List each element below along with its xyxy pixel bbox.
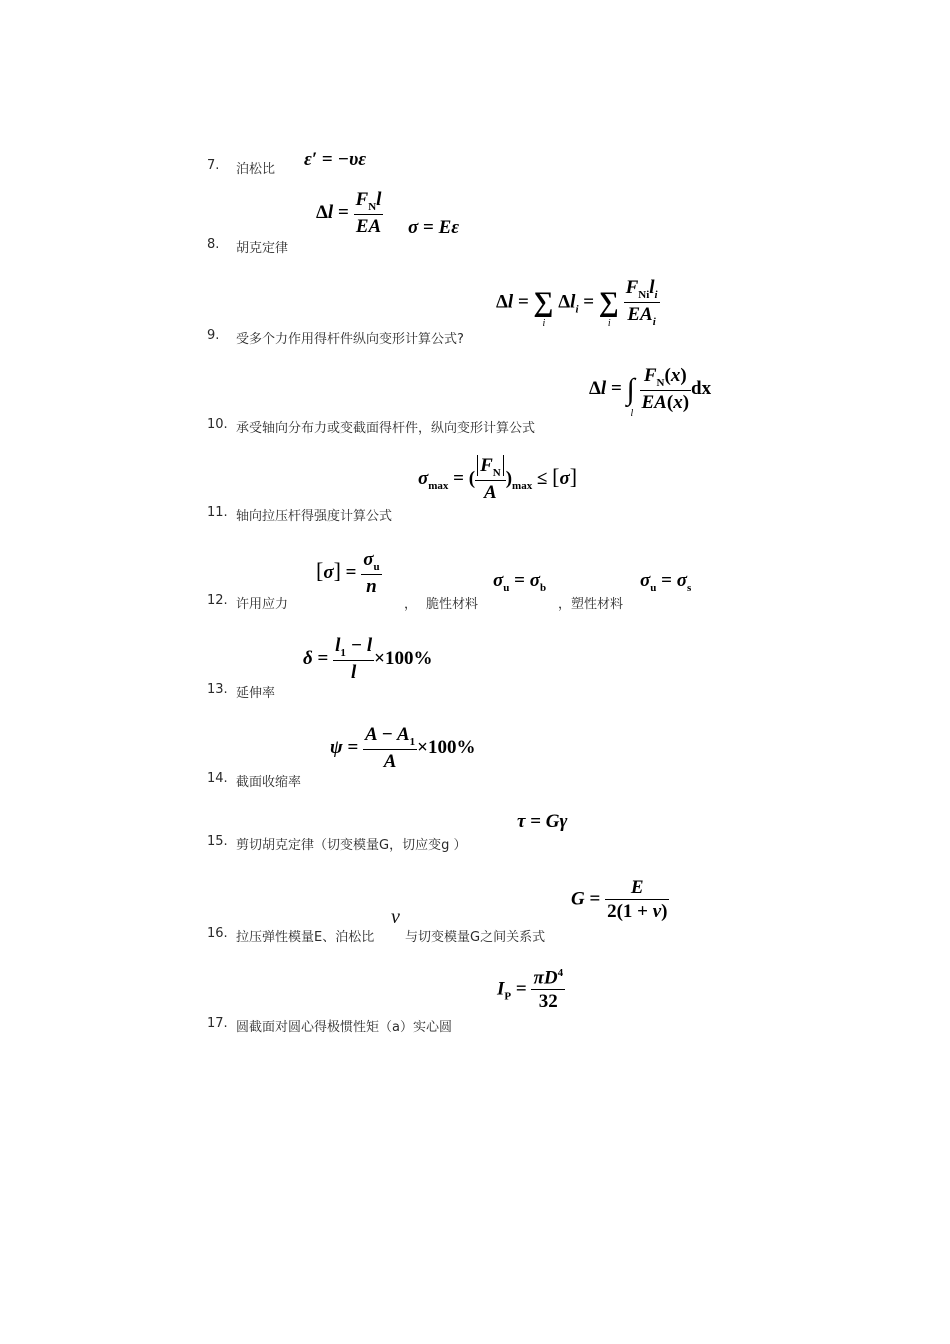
formula-multi-force-deformation: Δl = ∑ i $\Delta l_i$ = ∑ i $\frac{F_{Ni}l_i}{EA_i}$: [496, 277, 658, 330]
formula-hooke-sigma: σ = Eε: [408, 217, 460, 238]
item-12-brittle-label: 脆性材料: [426, 597, 479, 612]
item-9-label: 受多个力作用得杆件纵向变形计算公式?: [236, 332, 464, 347]
item-17-label: 圆截面对圆心得极惯性矩（a）实心圆: [236, 1020, 452, 1035]
item-14-label: 截面收缩率: [236, 775, 302, 790]
formula-polar-moment-solid: $I_P$ = $\frac{\pi D^4}{32}$: [497, 967, 564, 1013]
item-9-number: 9.: [207, 328, 220, 343]
formula-area-reduction: ψ = $\frac{A - A_1}{A}$ ×100%: [330, 724, 476, 773]
formula-strength-condition: $\sigma_{max}$ = ( $\frac{F_N}{A}$ )$_{max} \le [\sigma]$: [418, 455, 578, 504]
item-16-number: 16.: [207, 926, 228, 941]
formula-poisson-ratio: ε′ = −υε: [304, 149, 367, 170]
formula-hooke-delta-l: Δl = $\frac{F_Nl}{EA}$: [316, 189, 382, 238]
formula-brittle-material: $\sigma_u = \sigma_b$: [493, 570, 547, 594]
item-11-label: 轴向拉压杆得强度计算公式: [236, 509, 393, 524]
item-8-label: 胡克定律: [236, 241, 289, 256]
item-13-number: 13.: [207, 682, 228, 697]
item-16-tail: 与切变模量G之间关系式: [405, 930, 546, 945]
item-16-label: 拉压弹性模量E、泊松比: [236, 930, 375, 945]
item-14-number: 14.: [207, 771, 228, 786]
item-7-label: 泊松比: [236, 162, 276, 177]
item-10-number: 10.: [207, 417, 228, 432]
item-15-label: 剪切胡克定律（切变模量G，切应变g ）: [236, 838, 467, 853]
item-11-number: 11.: [207, 505, 228, 520]
formula-distributed-deformation: Δl = ∫ l $\frac{F_N(x)}{EA(x)}$ dx: [589, 365, 712, 419]
formula-allowable-stress: [σ] = $\frac{\sigma_u}{n}$: [316, 549, 380, 598]
formula-ductile-material: $\sigma_u = \sigma_s$: [640, 570, 692, 594]
item-17-number: 17.: [207, 1016, 228, 1031]
formula-modulus-relation: G = $\frac{E}{2(1 + \nu)}$: [571, 877, 668, 922]
item-15-number: 15.: [207, 834, 228, 849]
item-10-label: 承受轴向分布力或变截面得杆件，纵向变形计算公式: [236, 421, 536, 436]
formula-elongation: δ = $\frac{l_1 - l}{l}$ ×100%: [303, 635, 433, 684]
item-7-number: 7.: [207, 158, 220, 173]
item-12-number: 12.: [207, 593, 228, 608]
formula-shear-hooke: τ = Gγ: [517, 811, 568, 832]
item-8-number: 8.: [207, 237, 220, 252]
item-13-label: 延伸率: [236, 686, 276, 701]
item-12-ductile-label: ，塑性材料: [558, 597, 624, 612]
item-12-label: 许用应力: [236, 597, 289, 612]
poisson-symbol: ν: [391, 906, 400, 928]
item-12-separator-1: ，: [404, 597, 418, 612]
